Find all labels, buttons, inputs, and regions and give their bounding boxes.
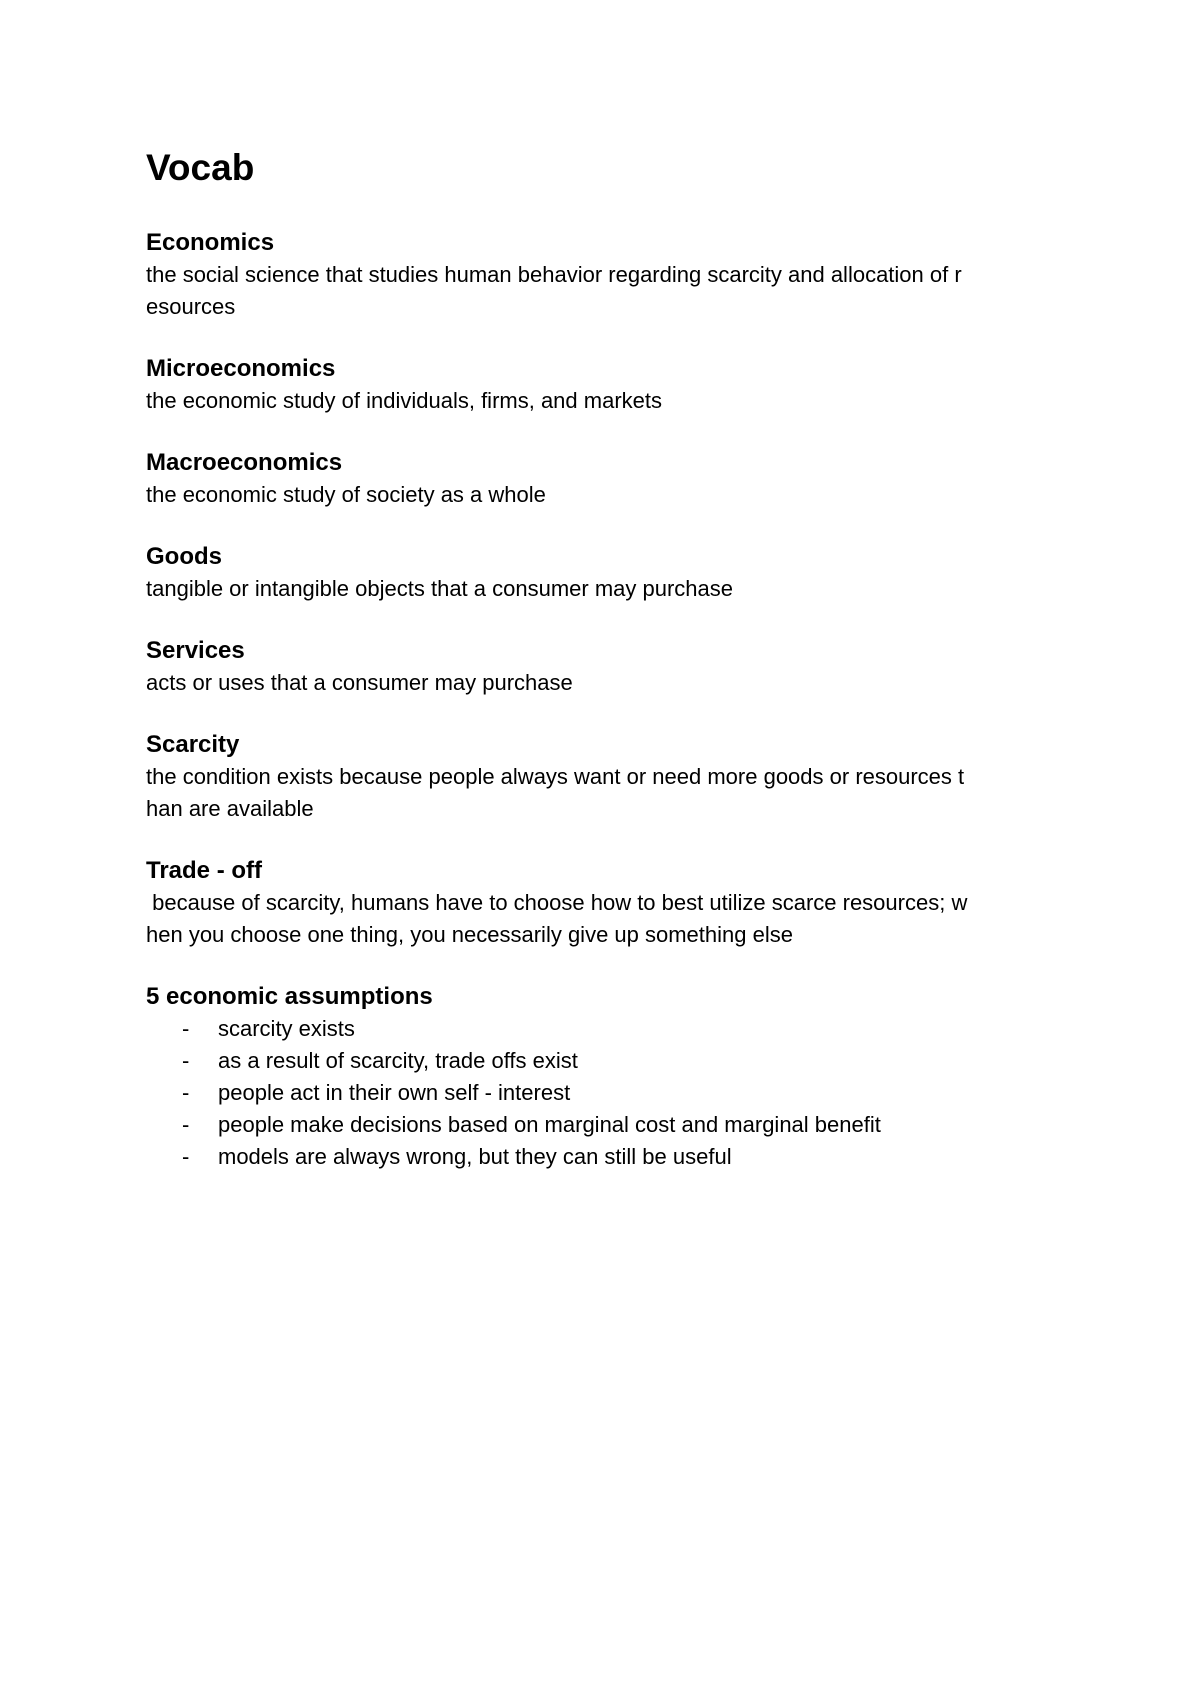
- assumptions-heading: 5 economic assumptions: [146, 983, 433, 1010]
- dash-bullet: -: [182, 1080, 190, 1105]
- list-item: [146, 1109, 1076, 1141]
- list-item-text: people make decisions based on marginal cost and marginal benefit: [218, 1112, 881, 1137]
- definition-line: tangible or intangible objects that a consumer may purchase: [146, 576, 734, 601]
- assumptions-section: [146, 980, 1076, 1173]
- definition-line: the condition exists because people always want or need more goods or resources t: [146, 764, 965, 789]
- definition-line: the economic study of individuals, firms, and markets: [146, 388, 663, 413]
- list-item-text: models are always wrong, but they can still be useful: [218, 1144, 732, 1169]
- vocab-entry-microeconomics: [146, 352, 1076, 417]
- term-heading: Economics: [146, 229, 275, 256]
- list-item-text: people act in their own self - interest: [218, 1080, 571, 1105]
- definition-line: esources: [146, 294, 236, 319]
- dash-bullet: -: [182, 1112, 190, 1137]
- page-title: Vocab: [146, 147, 255, 188]
- list-item-text: as a result of scarcity, trade offs exist: [218, 1048, 578, 1073]
- list-item: [146, 1045, 1076, 1077]
- term-heading: Scarcity: [146, 731, 240, 758]
- list-item: [146, 1077, 1076, 1109]
- term-heading: Macroeconomics: [146, 449, 343, 476]
- definition-line: acts or uses that a consumer may purchase: [146, 670, 573, 695]
- vocab-entry-economics: [146, 226, 1076, 323]
- list-item-text: scarcity exists: [218, 1016, 355, 1041]
- definition-line: the economic study of society as a whole: [146, 482, 546, 507]
- term-heading: Services: [146, 637, 245, 664]
- term-heading: Goods: [146, 543, 222, 570]
- vocab-entry-goods: [146, 540, 1076, 605]
- term-heading: Trade - off: [146, 857, 263, 884]
- list-item: [146, 1141, 1076, 1173]
- dash-bullet: -: [182, 1144, 190, 1169]
- vocab-entry-trade-off: [146, 854, 1076, 951]
- dash-bullet: -: [182, 1048, 190, 1073]
- assumptions-list: [146, 1013, 1076, 1173]
- vocab-entry-scarcity: [146, 728, 1076, 825]
- definition-line: the social science that studies human behavior regarding scarcity and allocation of r: [146, 262, 962, 287]
- term-heading: Microeconomics: [146, 355, 336, 382]
- document-page: [146, 140, 1076, 1173]
- dash-bullet: -: [182, 1016, 190, 1041]
- definition-line: han are available: [146, 796, 314, 821]
- list-item: [146, 1013, 1076, 1045]
- definition-line: hen you choose one thing, you necessarily give up something else: [146, 922, 793, 947]
- vocab-entry-macroeconomics: [146, 446, 1076, 511]
- definition-line: because of scarcity, humans have to choose how to best utilize scarce resources; w: [146, 890, 968, 915]
- vocab-entry-services: [146, 634, 1076, 699]
